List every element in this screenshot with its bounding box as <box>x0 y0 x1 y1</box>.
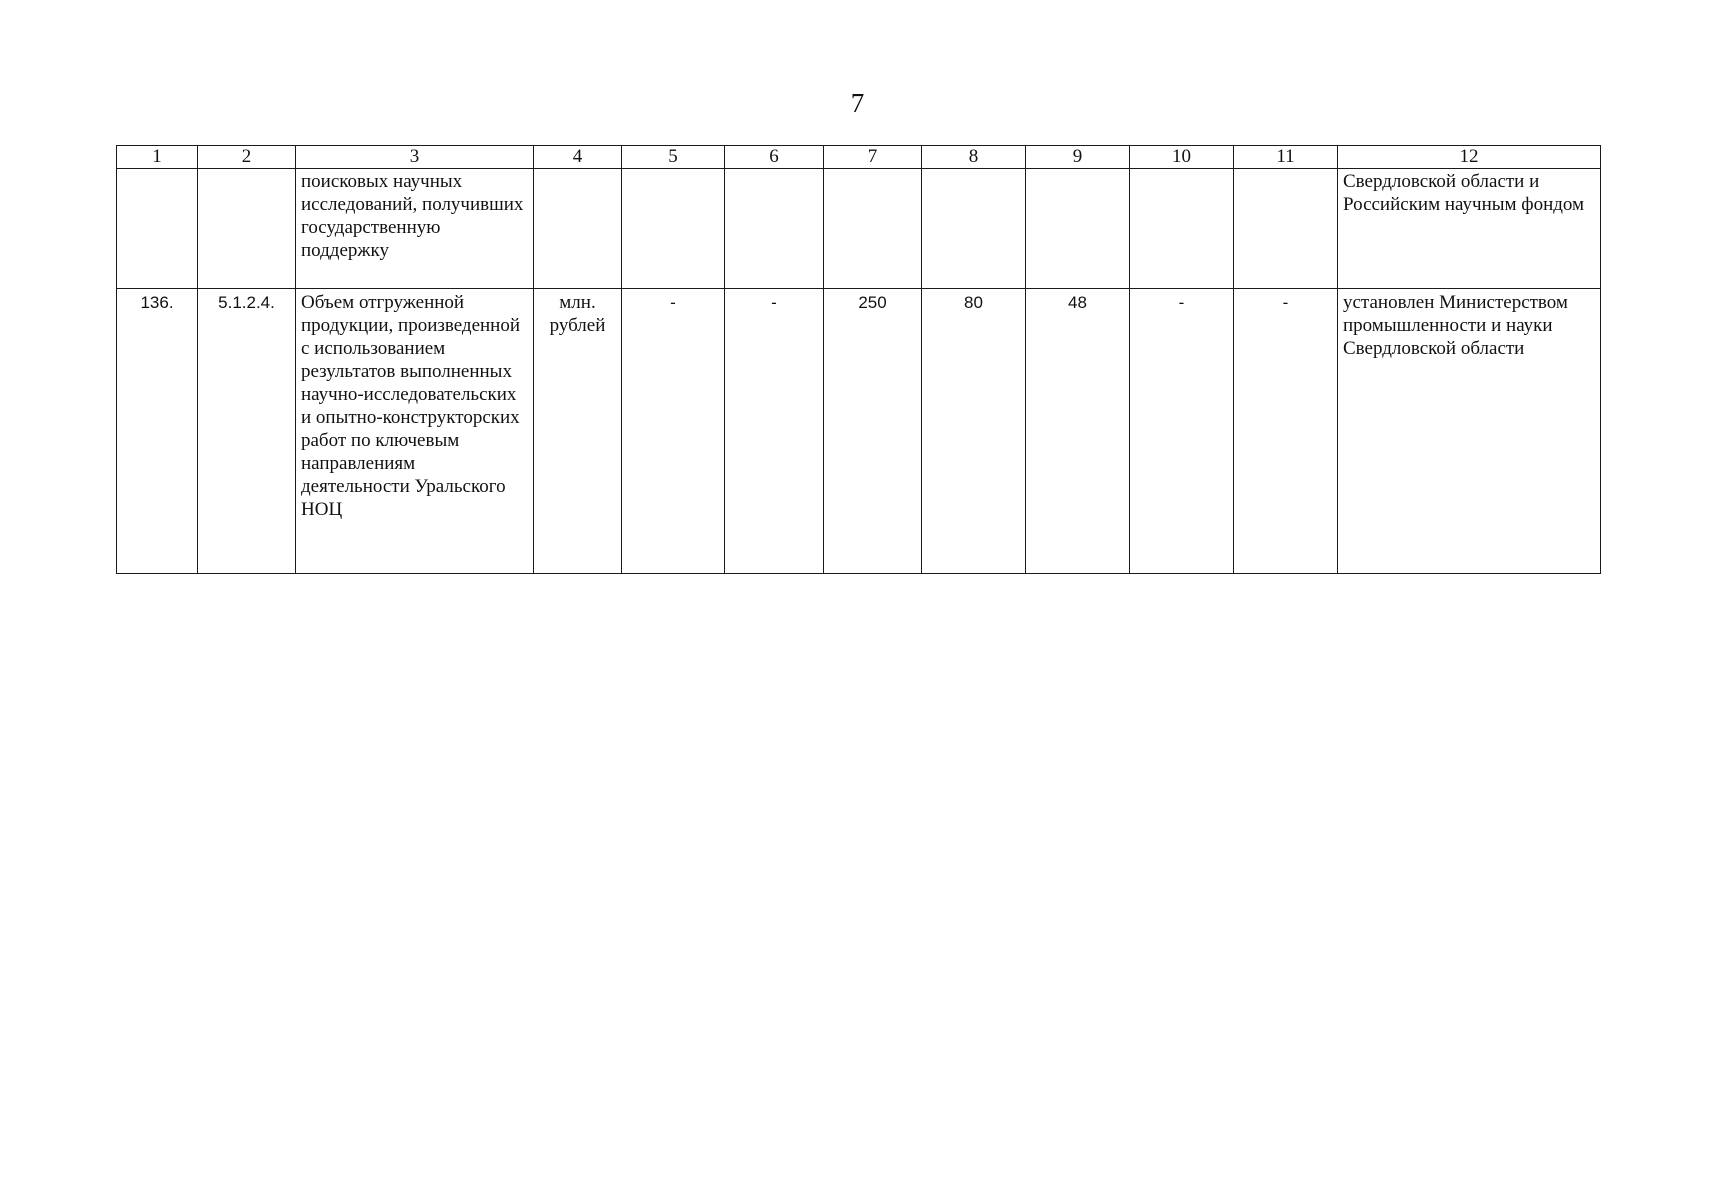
column-number-9: 9 <box>1026 146 1130 169</box>
value-cell-9: 48 <box>1026 289 1130 574</box>
table-row <box>117 289 1601 574</box>
column-number-12: 12 <box>1338 146 1601 169</box>
cell-empty <box>922 169 1026 289</box>
indicators-table <box>116 145 1601 574</box>
cell-empty <box>117 169 198 289</box>
cell-empty <box>534 169 622 289</box>
cell-empty <box>198 169 296 289</box>
column-number-5: 5 <box>622 146 725 169</box>
column-number-8: 8 <box>922 146 1026 169</box>
value-cell-10: - <box>1130 289 1234 574</box>
source-cell: Свердловской области и Российским научным фондом <box>1338 169 1601 289</box>
table-row-continuation <box>117 169 1601 289</box>
code-cell: 5.1.2.4. <box>198 289 296 574</box>
cell-empty <box>824 169 922 289</box>
indicator-name-cell: поисковых научных исследований, получивших государственную поддержку <box>296 169 534 289</box>
cell-empty <box>725 169 824 289</box>
column-number-4: 4 <box>534 146 622 169</box>
column-number-11: 11 <box>1234 146 1338 169</box>
column-number-7: 7 <box>824 146 922 169</box>
column-number-10: 10 <box>1130 146 1234 169</box>
value-cell-11: - <box>1234 289 1338 574</box>
column-number-6: 6 <box>725 146 824 169</box>
source-cell: установлен Министерством промышленности и науки Свердловской области <box>1338 289 1601 574</box>
cell-empty <box>1026 169 1130 289</box>
value-cell-7: 250 <box>824 289 922 574</box>
unit-cell: млн. рублей <box>534 289 622 574</box>
value-cell-6: - <box>725 289 824 574</box>
cell-empty <box>622 169 725 289</box>
indicator-name-cell: Объем отгруженной продукции, произведенной с использованием результатов выполненных научно-исследовательских и опытно-конструкторских работ по ключевым направлениям деятельности Уральского НОЦ <box>296 289 534 574</box>
row-number-cell: 136. <box>117 289 198 574</box>
cell-empty <box>1234 169 1338 289</box>
value-cell-5: - <box>622 289 725 574</box>
column-number-1: 1 <box>117 146 198 169</box>
column-number-row <box>117 146 1601 169</box>
cell-empty <box>1130 169 1234 289</box>
column-number-3: 3 <box>296 146 534 169</box>
column-number-2: 2 <box>198 146 296 169</box>
page-number: 7 <box>850 88 865 118</box>
value-cell-8: 80 <box>922 289 1026 574</box>
